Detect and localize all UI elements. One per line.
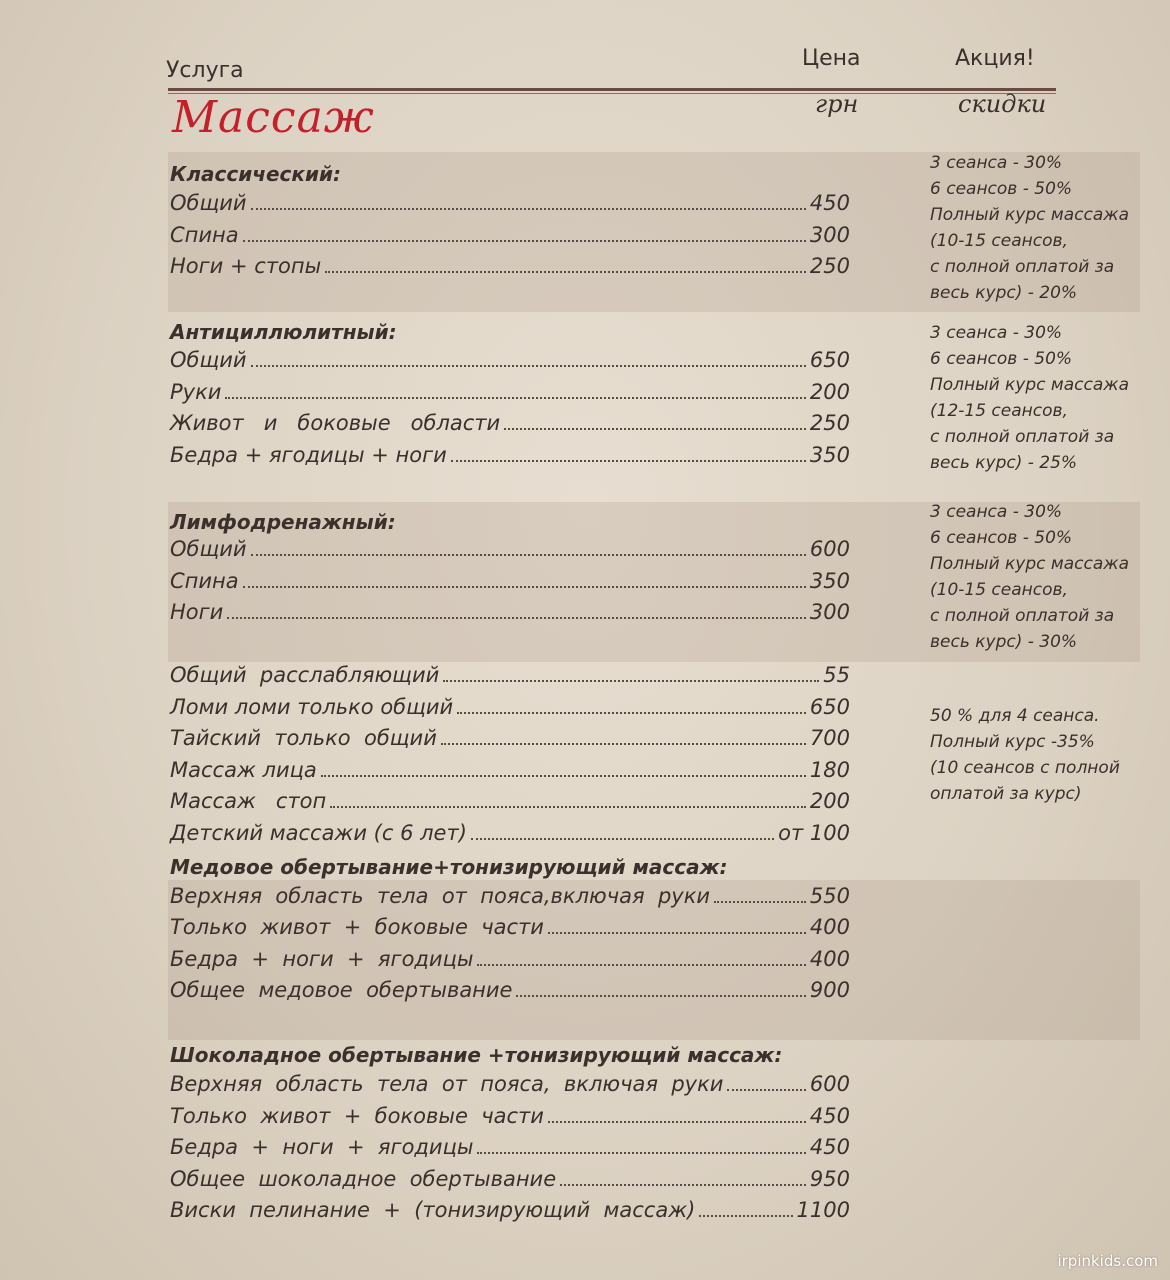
promo-line: Полный курс массажа (930, 375, 1129, 395)
service-price: 650 (809, 695, 850, 719)
group-title-classic: Классический: (170, 162, 341, 186)
promo-line: с полной оплатой за (930, 606, 1115, 626)
promo-line: 6 сеансов - 50% (930, 349, 1073, 369)
service-price: 450 (809, 1135, 850, 1159)
leader-dots (451, 442, 806, 462)
group-title-anticellulite: Антициллюлитный: (170, 320, 397, 344)
promo-line: (10-15 сеансов, (930, 580, 1068, 600)
leader-dots (560, 1166, 806, 1186)
list-item (170, 694, 850, 724)
service-price: 600 (809, 537, 850, 561)
list-item (170, 883, 850, 913)
promo-line: 50 % для 4 сеанса. (930, 706, 1100, 726)
list-item (170, 1166, 850, 1196)
service-price: 350 (809, 443, 850, 467)
service-name: Верхняя область тела от пояса, включая руки (170, 1072, 724, 1096)
header-divider (168, 88, 1056, 91)
list-item (170, 1197, 850, 1227)
list-item (170, 914, 850, 944)
leader-dots (471, 820, 774, 840)
list-item (170, 442, 850, 472)
service-name: Живот и боковые области (170, 411, 501, 435)
list-item (170, 347, 850, 377)
list-item (170, 757, 850, 787)
promo-line: 3 сеанса - 30% (930, 323, 1063, 343)
list-item (170, 410, 850, 440)
promo-line: (10 сеансов с полной (930, 758, 1120, 778)
leader-dots (699, 1197, 792, 1217)
service-name: Ноги + стопы (170, 254, 322, 278)
service-name: Общее медовое обертывание (170, 978, 513, 1002)
list-item (170, 788, 850, 818)
promo-line: 6 сеансов - 50% (930, 179, 1073, 199)
service-price: 400 (809, 915, 850, 939)
promo-anticellulite (930, 320, 1150, 476)
service-price: 55 (823, 663, 850, 687)
price-column-header: Цена (802, 46, 861, 71)
service-price: 300 (809, 600, 850, 624)
promo-line: Полный курс массажа (930, 554, 1129, 574)
service-name: Только живот + боковые части (170, 915, 544, 939)
service-name: Бедра + ноги + ягодицы (170, 1135, 474, 1159)
leader-dots (243, 222, 806, 242)
promo-line: Полный курс массажа (930, 205, 1129, 225)
promo-column-header: Акция! (955, 46, 1035, 71)
leader-dots (325, 253, 806, 273)
list-item (170, 222, 850, 252)
leader-dots (477, 946, 805, 966)
service-price: 450 (809, 191, 850, 215)
service-name: Руки (170, 380, 222, 404)
service-price: 350 (809, 569, 850, 593)
leader-dots (225, 379, 805, 399)
service-price: 250 (809, 254, 850, 278)
list-item (170, 820, 850, 850)
list-item (170, 190, 850, 220)
leader-dots (516, 977, 805, 997)
service-price: 450 (809, 1104, 850, 1128)
service-price: 900 (809, 978, 850, 1002)
service-price: 1100 (796, 1198, 850, 1222)
promo-line: с полной оплатой за (930, 427, 1115, 447)
service-price: 180 (809, 758, 850, 782)
leader-dots (457, 694, 806, 714)
list-item (170, 536, 850, 566)
list-item (170, 1134, 850, 1164)
service-name: Спина (170, 569, 239, 593)
leader-dots (321, 757, 806, 777)
leader-dots (548, 914, 806, 934)
promo-line: весь курс) - 20% (930, 283, 1078, 303)
service-price: 950 (809, 1167, 850, 1191)
list-item (170, 568, 850, 598)
promo-classic (930, 150, 1150, 306)
service-price: 200 (809, 380, 850, 404)
service-price: 550 (809, 884, 850, 908)
service-name: Ломи ломи только общий (170, 695, 454, 719)
service-name: Бедра + ягодицы + ноги (170, 443, 447, 467)
promo-line: Полный курс -35% (930, 732, 1095, 752)
list-item (170, 1071, 850, 1101)
promo-line: 3 сеанса - 30% (930, 153, 1063, 173)
service-name: Общее шоколадное обертывание (170, 1167, 557, 1191)
promo-misc (930, 703, 1150, 807)
list-item (170, 379, 850, 409)
promo-line: оплатой за курс) (930, 784, 1082, 804)
promo-line: 3 сеанса - 30% (930, 502, 1063, 522)
promo-line: весь курс) - 25% (930, 453, 1078, 473)
list-item (170, 599, 850, 629)
leader-dots (443, 662, 819, 682)
service-name: Массаж лица (170, 758, 317, 782)
promo-line: с полной оплатой за (930, 257, 1115, 277)
service-price: 300 (809, 223, 850, 247)
service-column-header: Услуга (166, 58, 244, 83)
section-title: Массаж (172, 92, 375, 143)
list-item (170, 1103, 850, 1133)
service-name: Детский массажи (с 6 лет) (170, 821, 467, 845)
list-item (170, 946, 850, 976)
service-name: Общий (170, 348, 247, 372)
service-name: Спина (170, 223, 239, 247)
leader-dots (548, 1103, 806, 1123)
service-name: Тайский только общий (170, 726, 437, 750)
service-price: от 100 (778, 821, 850, 845)
service-name: Массаж стоп (170, 789, 327, 813)
leader-dots (251, 347, 806, 367)
promo-line: весь курс) - 30% (930, 632, 1078, 652)
leader-dots (504, 410, 806, 430)
list-item (170, 662, 850, 692)
service-name: Бедра + ноги + ягодицы (170, 947, 474, 971)
service-name: Виски пелинание + (тонизирующий массаж) (170, 1198, 696, 1222)
service-name: Общий (170, 537, 247, 561)
service-price: 400 (809, 947, 850, 971)
service-name: Общий (170, 191, 247, 215)
list-item (170, 977, 850, 1007)
list-item (170, 253, 850, 283)
service-price: 250 (809, 411, 850, 435)
leader-dots (243, 568, 806, 588)
service-name: Общий расслабляющий (170, 663, 440, 687)
leader-dots (727, 1071, 805, 1091)
service-name: Только живот + боковые части (170, 1104, 544, 1128)
list-item (170, 725, 850, 755)
promo-line: (10-15 сеансов, (930, 231, 1068, 251)
leader-dots (441, 725, 806, 745)
group-title-lymph: Лимфодренажный: (170, 510, 396, 534)
promo-lymph (930, 499, 1150, 655)
service-price: 650 (809, 348, 850, 372)
service-price: 700 (809, 726, 850, 750)
leader-dots (714, 883, 806, 903)
service-price: 600 (809, 1072, 850, 1096)
currency-label: грн (815, 90, 859, 118)
leader-dots (330, 788, 806, 808)
group-title-chocolate: Шоколадное обертывание +тонизирующий массаж: (170, 1043, 783, 1067)
service-price: 200 (809, 789, 850, 813)
promo-line: 6 сеансов - 50% (930, 528, 1073, 548)
leader-dots (477, 1134, 805, 1154)
service-name: Верхняя область тела от пояса,включая руки (170, 884, 711, 908)
group-title-honey: Медовое обертывание+тонизирующий массаж: (170, 855, 728, 879)
leader-dots (251, 536, 806, 556)
leader-dots (227, 599, 806, 619)
watermark: irpinkids.com (1057, 1252, 1158, 1270)
promo-line: (12-15 сеансов, (930, 401, 1068, 421)
service-name: Ноги (170, 600, 224, 624)
leader-dots (251, 190, 806, 210)
discounts-label: скидки (958, 90, 1047, 118)
